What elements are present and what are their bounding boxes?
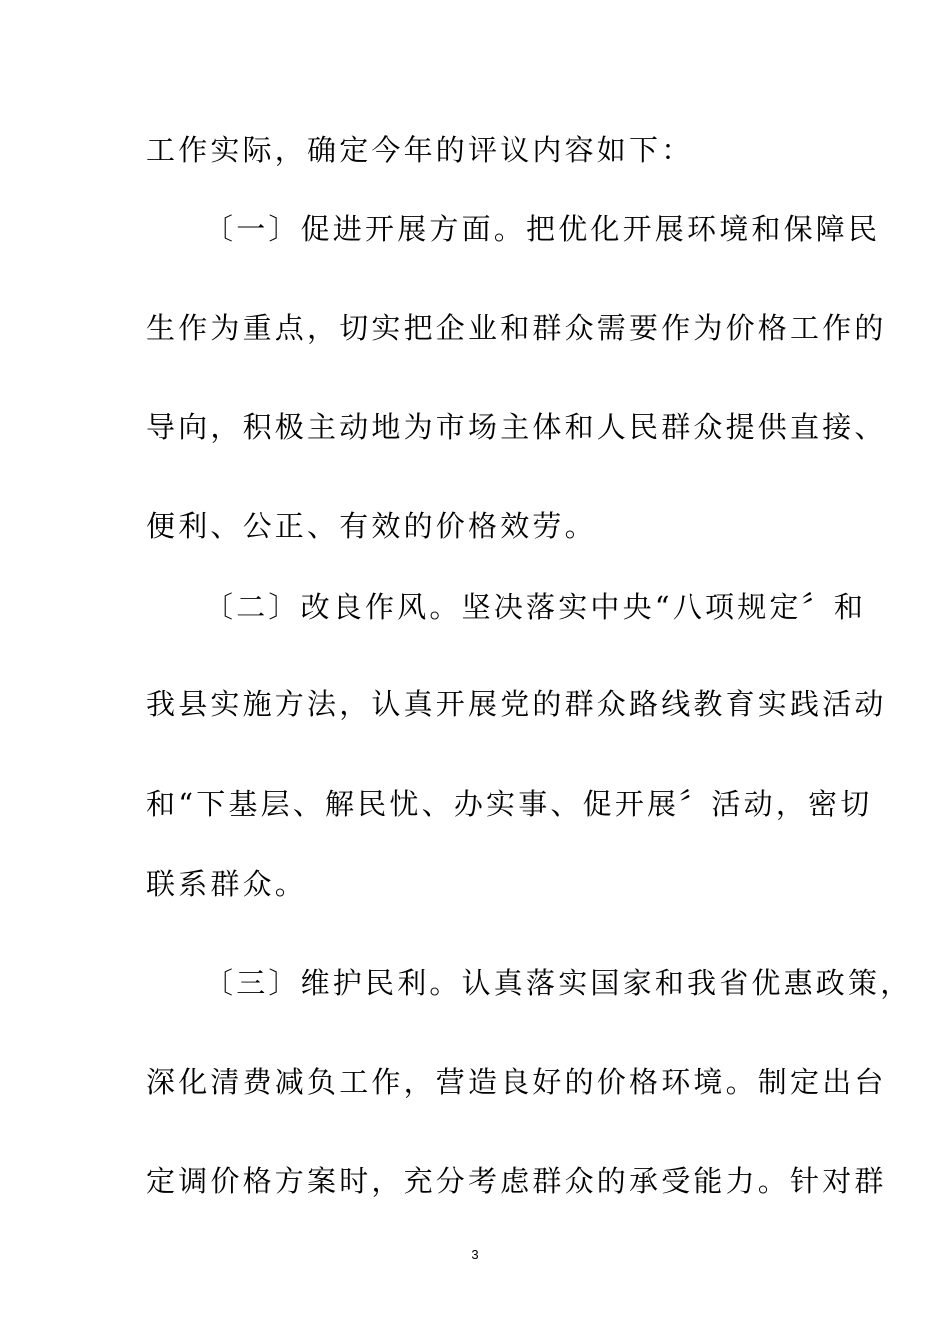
text-line: 生作为重点，切实把企业和群众需要作为价格工作的 [146, 311, 887, 345]
text-line: 〔一〕促进开展方面。把优化开展环境和保障民 [204, 212, 881, 246]
text-line: 和“下基层、解民忧、办实事、促开展〞活动，密切 [146, 787, 873, 821]
text-line: 〔三〕维护民利。认真落实国家和我省优惠政策， [204, 966, 913, 1000]
text-line: 联系群众。 [146, 867, 308, 901]
text-line: 定调价格方案时，充分考虑群众的承受能力。针对群 [146, 1164, 887, 1198]
page-number: 3 [471, 1247, 479, 1262]
text-line: 〔二〕改良作风。坚决落实中央“八项规定〞和 [204, 590, 867, 624]
text-line: 我县实施方法，认真开展党的群众路线教育实践活动 [146, 687, 887, 721]
text-line: 便利、公正、有效的价格效劳。 [146, 509, 597, 543]
text-line: 深化清费减负工作，营造良好的价格环境。制定出台 [146, 1065, 887, 1099]
text-line: 导向，积极主动地为市场主体和人民群众提供直接、 [146, 410, 887, 444]
text-line: 工作实际，确定今年的评议内容如下： [146, 133, 694, 167]
